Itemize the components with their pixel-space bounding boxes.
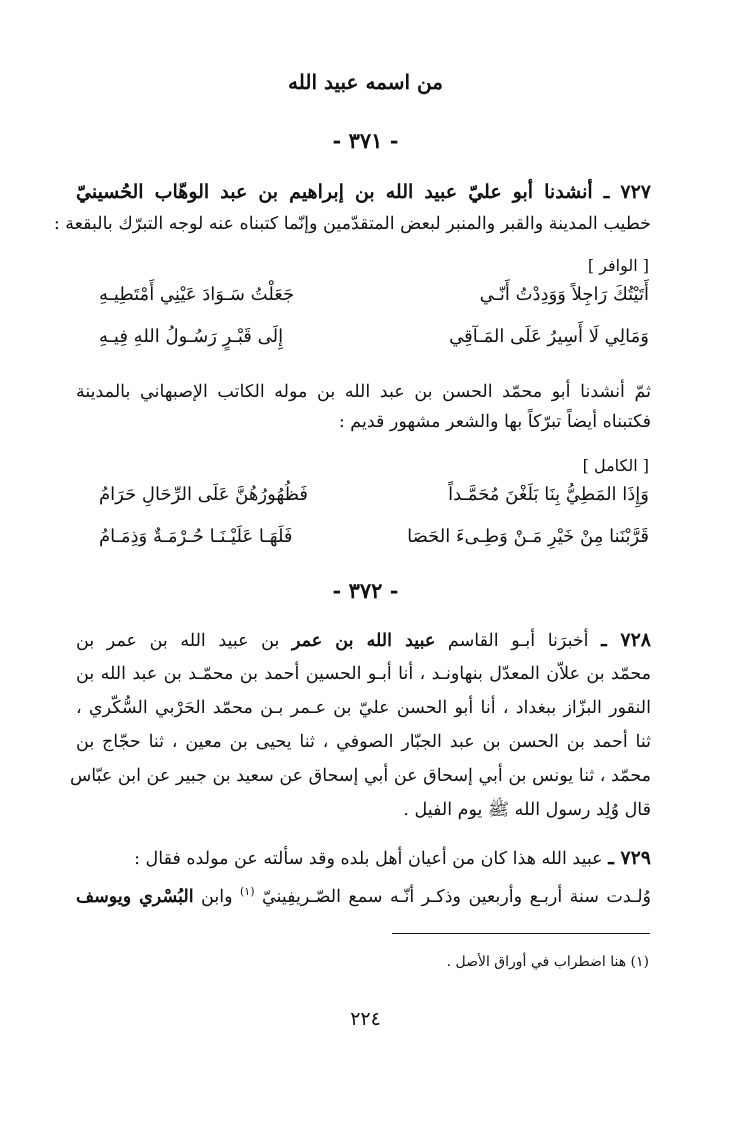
meter-label-kamil: [ الكامل ] — [582, 456, 649, 475]
entry-728-line-3: النقور البزّاز ببغداد ، أنا أبو الحسن عليّ بن عـمر بـن محمّد الحَرْبي السُّكّري ، — [76, 698, 651, 718]
entry-728-intro: أخبرَنا أبـو القاسم — [447, 631, 589, 651]
entry-728-line-4: ثنا أحمد بن الحسن بن عبد الجبّار الصوفي ، ثنا يحيى بن معين ، ثنا حجّاج بن — [76, 732, 651, 752]
hemistich-3-2: فَظُهُورُهُنَّ عَلَى الرِّحَالِ حَرَامُ — [99, 484, 309, 505]
hemistich-4-1: قَرَّبْنَنا مِنْ خَيْرِ مَـنْ وَطِـىءَ الحَصَا — [407, 526, 649, 547]
verse-row-3 — [79, 484, 649, 518]
hemistich-2-1: وَمَالِي لَا أَسِيرُ عَلَى المَـآقِي — [449, 326, 649, 347]
hemistich-2-2: إِلَى قَبْـرٍ رَسُـولُ اللهِ فِيـهِ — [99, 326, 284, 347]
verse-row-1 — [79, 284, 649, 318]
entry-number-727: ٧٢٧ ـ — [603, 181, 652, 203]
page-number: ٢٢٤ — [350, 1008, 381, 1030]
entry-729-line-2 — [76, 878, 651, 911]
entry-729-line-1 — [76, 844, 651, 873]
entry-727-continuation-2: فكتبناه أيضاً تبرّكاً بها والشعر مشهور قديم : — [338, 412, 651, 432]
entry-727-intro: أنشدنا أبو عليّ — [468, 181, 593, 203]
entry-728-line-1 — [76, 626, 651, 655]
footnote: (١) هنا اضطراب في أوراق الأصل . — [446, 954, 649, 970]
footnote-ref: (١) — [239, 885, 255, 898]
entry-729-text: عبيد الله هذا كان من أعيان أهل بلده وقد سألته عن مولده فقال : — [134, 849, 603, 869]
hemistich-3-1: وَإِذَا المَطِيُّ بِنَا بَلَغْنَ مُحَمَّـداً — [448, 484, 649, 505]
verse-row-2 — [79, 326, 649, 360]
entry-728-line-6: قال وُلِد رسول الله ﷺ يوم الفيل . — [403, 800, 651, 820]
section-number-371: - ٣٧١ - — [332, 128, 399, 153]
hemistich-4-2: فَلَهَـا عَلَيْـنَـا حُـرْمَـةٌ وَذِمَـامُ — [99, 526, 293, 547]
entry-727-name: عبيد الله بن إبراهيم — [289, 181, 458, 203]
entry-728-line-5: محمّد ، ثنا يونس بن أبي إسحاق عن أبي إسحاق عن سعيد بن جبير عن ابن عبّاس — [69, 766, 651, 786]
footnote-separator — [392, 933, 650, 934]
hemistich-1-2: جَعَلْتُ سَـوَادَ عَيْنِي أَمْتَطِيـهِ — [99, 284, 295, 305]
hemistich-1-1: أَتَيْتُكَ رَاجِلاً وَوَدِدْتُ أَنّـي — [479, 284, 649, 305]
entry-728-name: عبيد الله بن عمر — [291, 631, 436, 651]
entry-729-text-3: وابن — [201, 886, 233, 907]
meter-label-wafir: [ الوافر ] — [587, 256, 649, 275]
entry-728-line-2: محمّد بن علاّن المعدّل بنهاونـد ، أنا أبـو الحسين أحمد بن محمّـد بن عبد الله بن — [76, 664, 651, 684]
chapter-title: من اسمه عبيد الله — [288, 70, 443, 94]
entry-727-line-1 — [76, 178, 651, 206]
section-number-372: - ٣٧٢ - — [332, 578, 399, 603]
entry-number-729: ٧٢٩ ـ — [608, 847, 651, 869]
verse-row-4 — [79, 526, 649, 560]
entry-727-line-2: خطيب المدينة والقبر والمنبر لبعض المتقدّمين وإنّما كتبناه عنه لوجه التبرّك بالبقعة : — [53, 214, 651, 234]
entry-729-names: البُسْري ويوسف — [76, 886, 194, 907]
entry-number-728: ٧٢٨ ـ — [601, 629, 651, 651]
entry-727-continuation-1: ثمّ أنشدنا أبو محمّد الحسن بن عبد الله بن موله الكاتب الإصبهاني بالمدينة — [76, 382, 651, 402]
entry-728-lineage: بن عبيد الله بن عمر بن — [76, 631, 280, 651]
entry-729-text-2: وُلـدت سنة أربـع وأربعين وذكـر أنّـه سمع الصّـريفِينيّ — [261, 886, 651, 907]
entry-727-lineage: بن عبد الوهّاب الحُسينيّ — [76, 181, 279, 203]
